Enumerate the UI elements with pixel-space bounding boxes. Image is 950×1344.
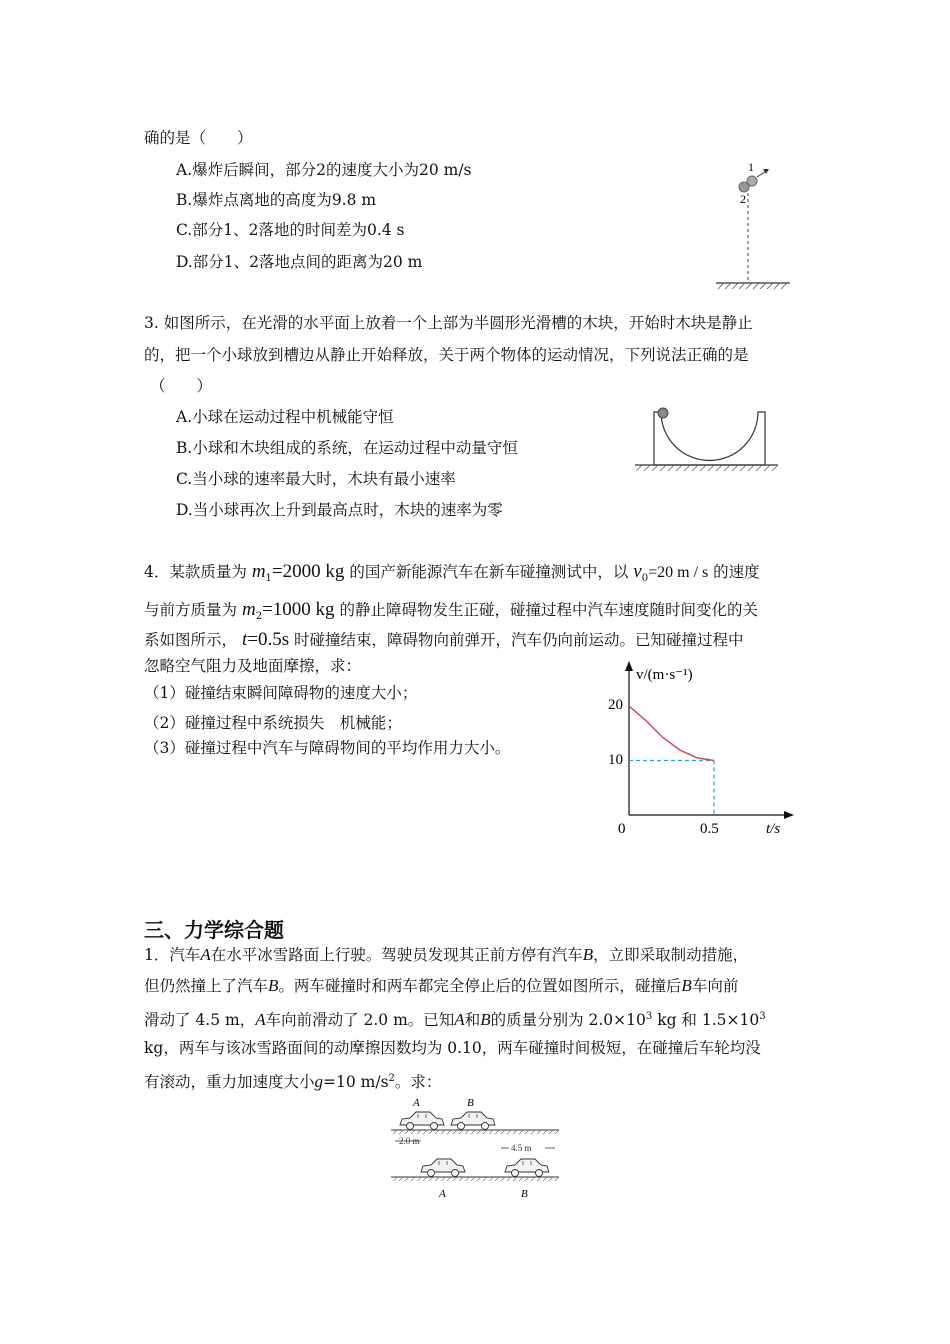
bottom-label-a: A	[439, 1188, 446, 1200]
q3-option-b: B.小球和木块组成的系统，在运动过程中动量守恒	[176, 439, 518, 457]
q2-option-d: D.部分1、2落地点间的距离为20 m	[176, 253, 423, 271]
m2-symbol: m	[241, 599, 256, 620]
car-a-symbol: A	[454, 1010, 465, 1030]
car-a-after	[421, 1159, 465, 1177]
s3-line-1	[144, 945, 748, 965]
s3-text: 的质量分别为 2.0×10	[490, 1011, 646, 1030]
t-symbol: t	[241, 629, 248, 650]
fragment-1	[747, 176, 757, 186]
q3-line-1: 3. 如图所示，在光滑的水平面上放着一个上部为半圆形光滑槽的木块，开始时木块是静止	[144, 314, 753, 332]
s3-text: ，立即采取制动措施，	[593, 946, 749, 964]
q3-option-c: C.当小球的速率最大时，木块有最小速率	[176, 470, 456, 488]
origin-label: 0	[618, 821, 626, 837]
v0-value: =20 m / s	[648, 564, 709, 581]
s3-line-2	[144, 976, 738, 996]
y-tick-label-20: 20	[608, 697, 623, 713]
q4-text: 的速度	[713, 563, 760, 581]
m2-sub: 2	[255, 611, 263, 623]
t-value: =0.5s	[247, 629, 290, 650]
road-top-hatch	[393, 1130, 559, 1134]
road-bottom-hatch	[393, 1177, 559, 1181]
top-label-b: B	[467, 1097, 474, 1109]
s3-text: 。两车碰撞时和两车都完全停止后的位置如图所示，碰撞后	[278, 977, 682, 995]
bottom-label-b: B	[521, 1188, 528, 1200]
q3-line-2: 的，把一个小球放到槽边从静止开始释放，关于两个物体的运动情况，下列说法正确的是	[144, 346, 749, 364]
q4-text: 时碰撞结束，障碍物向前弹开，汽车仍向前运动。已知碰撞过程中	[294, 631, 744, 649]
car-a-symbol: A	[255, 1010, 266, 1030]
s3-text: kg 和 1.5×10	[652, 1011, 760, 1030]
exponent: 3	[645, 1011, 653, 1022]
top-label-a: A	[413, 1097, 420, 1109]
small-ball	[658, 408, 668, 418]
g-symbol: g	[314, 1072, 324, 1092]
arrow-head	[763, 169, 769, 174]
q4-line-3	[144, 630, 744, 650]
wooden-block	[654, 412, 765, 465]
q4-line-2	[144, 600, 758, 627]
car-b-before	[451, 1112, 495, 1130]
s3-line-5	[144, 1069, 441, 1092]
car-collision-figure	[385, 1093, 565, 1205]
m1-symbol: m	[251, 561, 266, 582]
s3-line-4: kg，两车与该冰雪路面间的动摩擦因数均为 0.10，两车碰撞时间极短，在碰撞后车轮均没	[144, 1039, 761, 1057]
velocity-curve	[629, 706, 714, 761]
s3-text: =10 m/s	[323, 1073, 389, 1092]
q4-text: 的国产新能源汽车在新车碰撞测试中，以	[349, 563, 629, 581]
ground-hatch	[718, 283, 787, 289]
semicircle-groove-figure	[630, 400, 780, 475]
q2-option-c: C.部分1、2落地的时间差为0.4 s	[176, 221, 405, 239]
car-b-symbol: B	[582, 945, 594, 964]
s3-text: 。求：	[394, 1073, 442, 1092]
s3-text: 但仍然撞上了汽车	[144, 977, 269, 995]
q4-sub-2: （2）碰撞过程中系统损失 机械能；	[144, 714, 402, 732]
v0-symbol: v	[633, 561, 642, 582]
fig-label-2: 2	[740, 192, 746, 206]
s3-text: 在水平冰雪路面上行驶。驾驶员发现其正前方停有汽车	[210, 946, 583, 964]
fig-label-1: 1	[748, 160, 754, 174]
x-axis-label: t/s	[766, 821, 781, 837]
q4-text: 4．某款质量为	[144, 563, 247, 581]
q4-line-1	[144, 562, 760, 589]
explosion-figure	[700, 155, 800, 295]
q3-line-3: （ ）	[150, 377, 213, 395]
section-title: 三、力学综合题	[144, 918, 284, 942]
q4-sub-3: （3）碰撞过程中汽车与障碍物间的平均作用力大小。	[144, 739, 511, 757]
s3-text: 和	[464, 1011, 481, 1030]
v0-sub: 0	[641, 573, 649, 585]
q3-option-a: A.小球在运动过程中机械能守恒	[176, 408, 394, 426]
s3-text: 车向前滑动了 2.0 m。已知	[265, 1011, 455, 1030]
s3-line-3	[144, 1007, 766, 1030]
s3-text: 1．汽车	[144, 946, 201, 964]
q2-stem-tail: 确的是（ ）	[144, 129, 253, 147]
ground-hatch	[636, 465, 778, 471]
q4-text: 的静止障碍物发生正碰，碰撞过程中汽车速度随时间变化的关	[339, 601, 758, 619]
y-axis-arrow	[625, 661, 633, 671]
x-tick-label-0.5: 0.5	[700, 821, 719, 837]
y-tick-label-10: 10	[608, 752, 623, 768]
car-b-symbol: B	[681, 976, 692, 995]
car-b-after	[505, 1159, 549, 1177]
q2-option-b: B.爆炸点离地的高度为9.8 m	[176, 191, 377, 209]
velocity-time-chart	[600, 655, 800, 845]
exponent: 2	[388, 1073, 395, 1084]
m1-sub: 1	[265, 573, 272, 585]
s3-text: 车向前	[691, 977, 739, 995]
dim-2m-label: 2.0 m	[399, 1136, 420, 1146]
q2-option-a: A.爆炸后瞬间，部分2的速度大小为20 m/s	[176, 161, 472, 179]
m1-value: =2000 kg	[271, 561, 345, 582]
y-axis-label: v/(m·s⁻¹)	[636, 667, 693, 683]
q3-option-d: D.当小球再次上升到最高点时，木块的速率为零	[176, 501, 503, 519]
s3-text: 滑动了 4.5 m，	[144, 1011, 256, 1030]
dim-4.5m-label: 4.5 m	[511, 1143, 532, 1153]
m2-value: =1000 kg	[262, 599, 335, 620]
q4-line-4: 忽略空气阻力及地面摩擦，求：	[144, 657, 362, 675]
q4-sub-1: （1）碰撞结束瞬间障碍物的速度大小；	[144, 684, 418, 702]
car-a-symbol: A	[200, 945, 211, 964]
x-axis-arrow	[784, 811, 794, 819]
car-b-symbol: B	[268, 976, 279, 995]
car-b-symbol: B	[480, 1010, 491, 1030]
q4-text: 系如图所示，	[144, 631, 238, 649]
exponent: 3	[759, 1011, 766, 1022]
s3-text: 有滚动，重力加速度大小	[144, 1073, 315, 1092]
q4-text: 与前方质量为	[144, 601, 238, 619]
car-a-before	[400, 1112, 444, 1130]
